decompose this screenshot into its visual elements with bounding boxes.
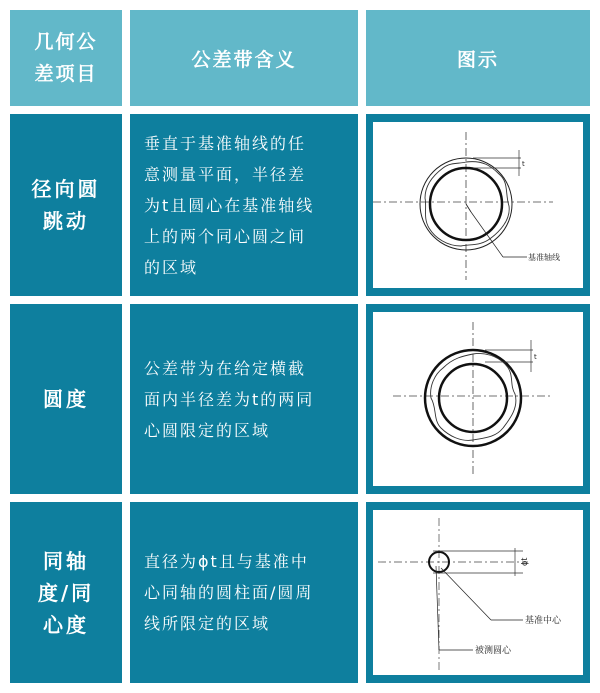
row-radial-runout-desc xyxy=(130,114,358,296)
row1-name-line2: 跳动 xyxy=(43,209,89,233)
row-roundness-name xyxy=(10,304,122,494)
row3-name-line3: 心度 xyxy=(43,612,89,637)
row1-name-line1: 径向圆 xyxy=(31,177,101,201)
header-item-name xyxy=(10,10,122,106)
row3-name-line2: 度/同 xyxy=(37,580,95,605)
header-diagram: 图示 xyxy=(366,10,590,106)
tolerance-t-label: t xyxy=(534,353,537,361)
row3-desc-line3: 线所限定的区域 xyxy=(144,614,271,633)
row-coaxiality-desc xyxy=(130,502,358,683)
header-item-name-line2: 差项目 xyxy=(34,63,98,85)
header-item-name-line1: 几何公 xyxy=(34,31,98,53)
row-radial-runout-figure xyxy=(366,114,590,296)
datum-axis-label: 基准轴线 xyxy=(528,253,560,262)
row2-desc-line1: 公差带为在给定横截 xyxy=(144,358,307,378)
phi-t-label: ϕt xyxy=(520,557,529,566)
row2-desc-line3: 心圆限定的区域 xyxy=(144,420,271,440)
row-coaxiality-name xyxy=(10,502,122,683)
datum-center-label: 基准中心 xyxy=(525,616,562,626)
coaxiality-diagram xyxy=(373,510,583,675)
row-roundness-desc xyxy=(130,304,358,494)
row-coaxiality-figure xyxy=(366,502,590,683)
row3-desc-line1: 直径为ϕt且与基准中 xyxy=(144,552,309,571)
row3-desc-line2: 心同轴的圆柱面/圆周 xyxy=(144,583,314,602)
measured-center-label: 被测圆心 xyxy=(475,646,512,656)
svg-text:t: t xyxy=(522,160,525,168)
row2-name-line1: 圆度 xyxy=(43,387,89,411)
header-meaning: 公差带含义 xyxy=(130,10,358,106)
row1-desc-line3: 为t且圆心在基准轴线 xyxy=(144,195,315,215)
row1-desc-line1: 垂直于基准轴线的任 xyxy=(144,133,307,153)
row1-desc-line5: 的区域 xyxy=(144,257,199,277)
row-roundness-figure xyxy=(366,304,590,494)
row1-desc-line2: 意测量平面，半径差 xyxy=(144,164,307,184)
row1-desc-line4: 上的两个同心圆之间 xyxy=(144,226,307,246)
row2-desc-line2: 面内半径差为t的两同 xyxy=(144,389,315,409)
row3-name-line1: 同轴 xyxy=(43,548,89,573)
radial-runout-diagram xyxy=(373,122,583,288)
row-radial-runout-name xyxy=(10,114,122,296)
roundness-diagram xyxy=(373,312,583,486)
